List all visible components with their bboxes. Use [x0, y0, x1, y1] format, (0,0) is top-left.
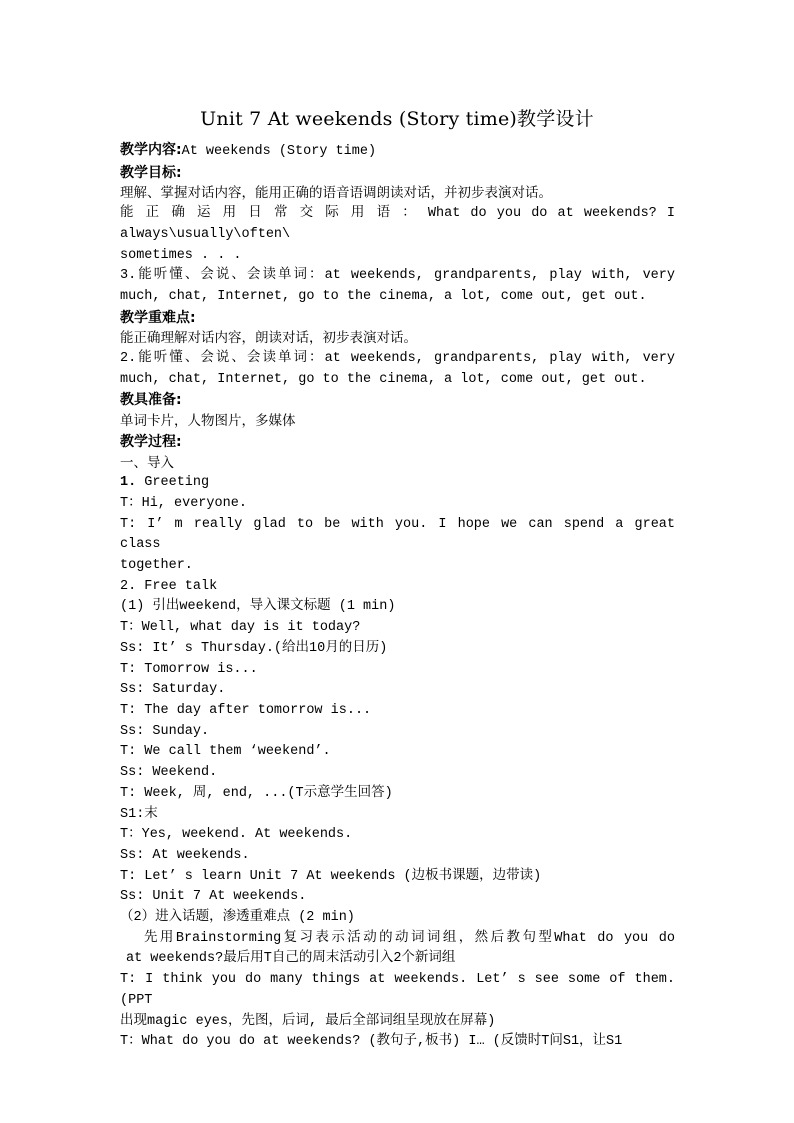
dialogue-line-7: T: Tomorrow is... — [120, 661, 258, 677]
content-heading — [120, 140, 675, 163]
goal-3-line-1: 3.能听懂、会说、会读单词：at weekends, grandparents, play with, very — [120, 268, 675, 284]
document-title: Unit 7 At weekends (Story time)教学设计 — [200, 108, 594, 130]
goal-1: 理解、掌握对话内容，能用正确的语音语调朗读对话，并初步表演对话。 — [120, 185, 552, 202]
dialogue-line-5: T：Well, what day is it today? — [120, 620, 361, 636]
instruction-line-2: at weekends?最后用T自己的周末活动引入2个新词组 — [126, 951, 456, 967]
process-section-1: 一、导入 — [120, 454, 174, 471]
dialogue-line-1: T：Hi, everyone. — [120, 495, 247, 511]
free-talk-heading: 2. Free talk — [120, 578, 218, 594]
dialogue-line-10: Ss: Sunday. — [120, 723, 210, 739]
goal-2-line-1: 能 正 确 运 用 日 常 交 际 用 语 ： What do you do at weekends? I — [120, 206, 675, 222]
dialogue-line-2b: together. — [120, 558, 193, 574]
greeting-text: Greeting — [136, 475, 210, 491]
goal-3-line-2: much, chat, Internet, go to the cinema, a lot, come out, get out. — [120, 288, 647, 304]
dialogue-line-15: T：Yes, weekend. At weekends. — [120, 827, 353, 843]
dialogue-line-12: Ss: Weekend. — [120, 765, 218, 781]
content-value: At weekends (Story time) — [181, 144, 377, 159]
key-1: 能正确理解对话内容，朗读对话，初步表演对话。 — [120, 330, 417, 347]
step-2-heading: （2）进入话题，渗透重难点 (2 min) — [120, 910, 355, 926]
dialogue-line-2a: T: I’ m really glad to be with you. I hope we can spend a great class — [120, 516, 675, 553]
tools-heading: 教具准备: — [120, 392, 182, 409]
dialogue-line-9: T: The day after tomorrow is... — [120, 702, 372, 718]
dialogue-line-11: T: We call them ‘weekend’. — [120, 744, 331, 760]
tools-text: 单词卡片，人物图片，多媒体 — [120, 413, 296, 430]
key-2-line-2: much, chat, Internet, go to the cinema, a lot, come out, get out. — [120, 371, 647, 387]
keys-heading: 教学重难点: — [120, 309, 196, 326]
process-heading: 教学过程: — [120, 433, 182, 450]
dialogue-line-22: T：What do you do at weekends? (教句子,板书) I… (反馈时T问S1，让S1 — [120, 1034, 623, 1050]
goal-2-line-2: always\usually\often\ — [120, 226, 291, 242]
goals-heading: 教学目标: — [120, 164, 182, 181]
greeting-line — [120, 473, 675, 494]
instruction-line-1: 先用Brainstorming复习表示活动的动词词组，然后教句型What do you do — [144, 930, 675, 946]
document-body — [120, 140, 675, 1053]
dialogue-line-17: T: Let’ s learn Unit 7 At weekends (边板书课题，边带读) — [120, 868, 542, 884]
dialogue-line-18: Ss: Unit 7 At weekends. — [120, 889, 307, 905]
greeting-number: 1. — [120, 475, 137, 491]
goal-2-line-3: sometimes . . . — [120, 247, 242, 263]
dialogue-line-13: T: Week, 周, end, ...(T示意学生回答) — [120, 785, 393, 801]
dialogue-line-21a: T: I think you do many things at weekends. Let’ s see some of them. (PPT — [120, 972, 675, 1008]
dialogue-line-16: Ss: At weekends. — [120, 847, 250, 863]
dialogue-line-21b: 出现magic eyes，先图，后词, 最后全部词组呈现放在屏幕) — [120, 1013, 496, 1029]
content-label: 教学内容: — [120, 142, 182, 158]
dialogue-line-6: Ss: It’ s Thursday.(给出10月的日历) — [120, 640, 388, 656]
dialogue-line-14: S1:末 — [120, 806, 158, 822]
dialogue-line-8: Ss: Saturday. — [120, 682, 226, 698]
step-1-heading: (1) 引出weekend，导入课文标题 (1 min) — [120, 599, 396, 615]
key-2-line-1: 2.能听懂、会说、会读单词：at weekends, grandparents, play with, very — [120, 351, 675, 367]
